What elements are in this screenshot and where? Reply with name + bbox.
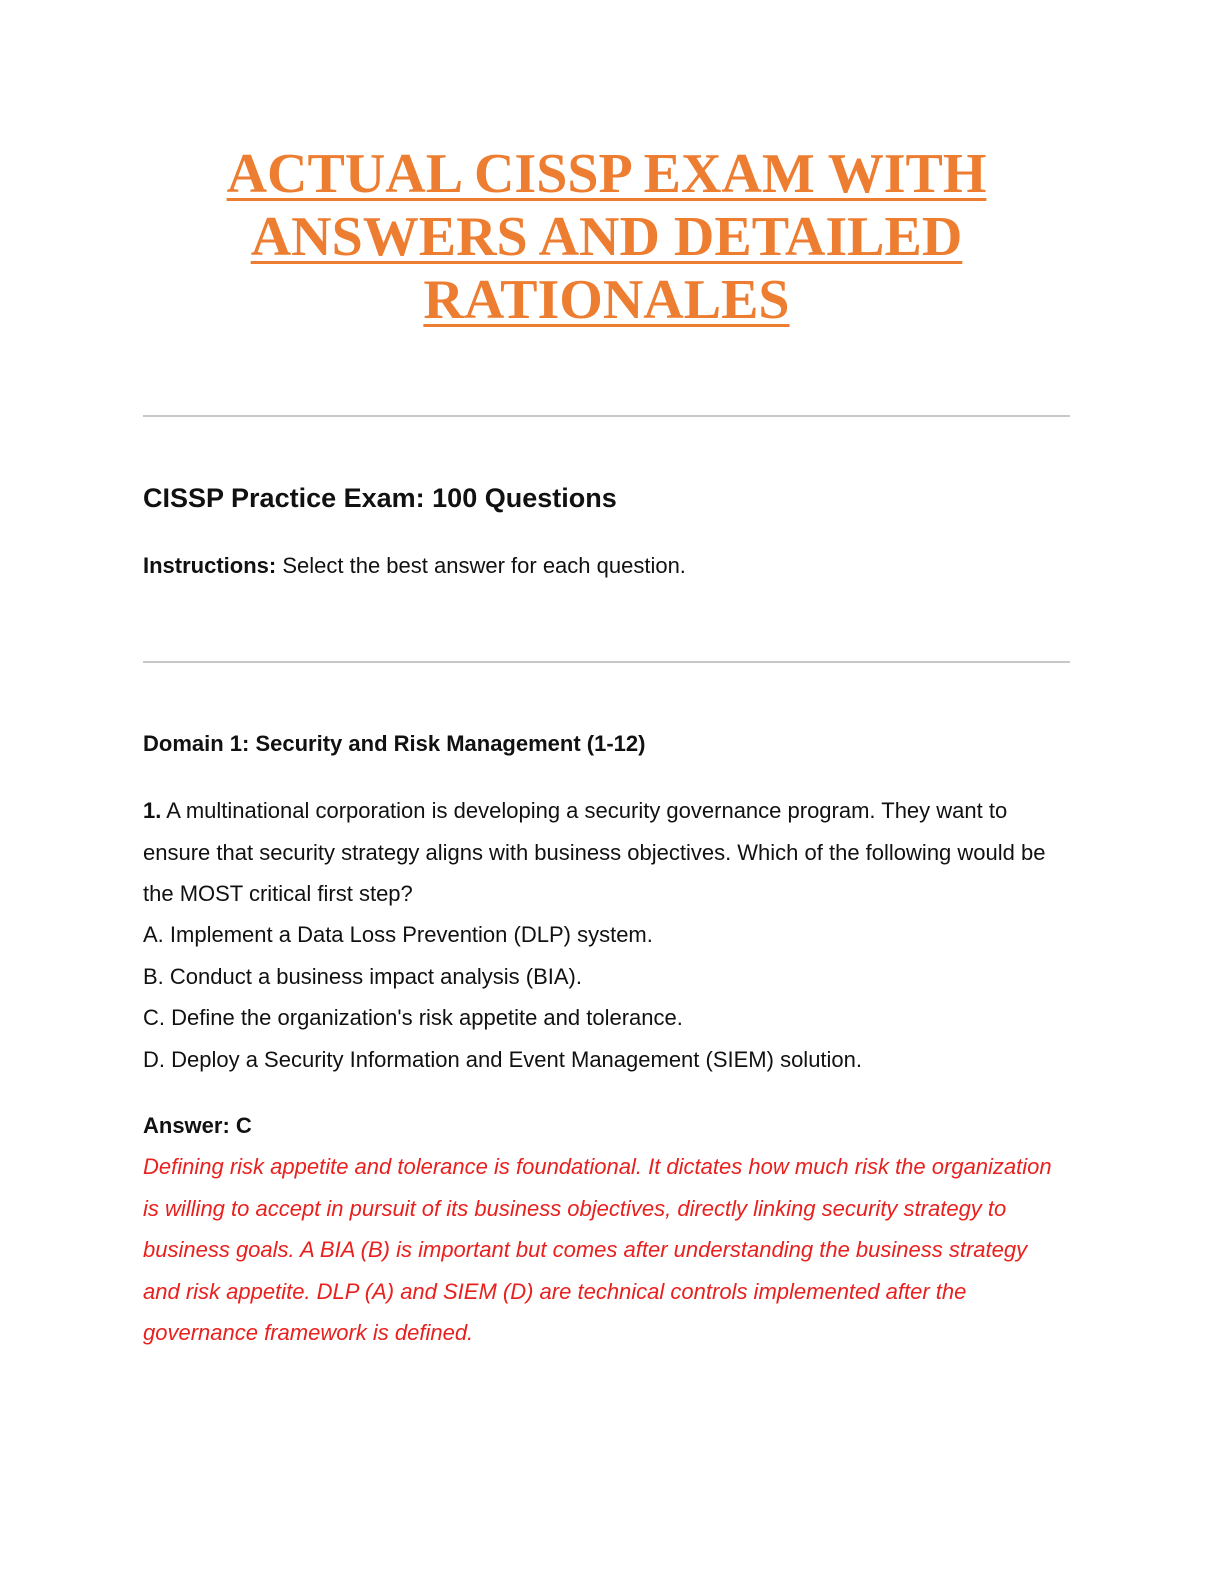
answer-option-d: D. Deploy a Security Information and Event Management (SIEM) solution. bbox=[143, 1047, 863, 1072]
title-line-1: ACTUAL CISSP EXAM WITH bbox=[226, 143, 987, 205]
horizontal-divider bbox=[143, 415, 1070, 417]
exam-subtitle: CISSP Practice Exam: 100 Questions bbox=[143, 483, 617, 513]
title-line-3: RATIONALES bbox=[423, 269, 790, 331]
horizontal-divider bbox=[143, 661, 1070, 663]
answer-option-b: B. Conduct a business impact analysis (BIA). bbox=[143, 964, 582, 989]
question-stem bbox=[143, 790, 1073, 915]
answer-option-c: C. Define the organization's risk appetite and tolerance. bbox=[143, 1005, 683, 1030]
domain-heading: Domain 1: Security and Risk Management (1-12) bbox=[143, 731, 646, 756]
document-title bbox=[143, 143, 1070, 332]
instructions-paragraph bbox=[143, 550, 686, 582]
answer-rationale: Defining risk appetite and tolerance is foundational. It dictates how much risk the organization is willing to accept in pursuit of its business objectives, directly linking security strategy to business goals. A BIA (B) is important but comes after understanding the business strategy and risk appetite. DLP (A) and SIEM (D) are technical controls implemented after the governance framework is defined. bbox=[143, 1154, 1052, 1346]
question-number: 1. bbox=[143, 798, 162, 823]
instructions-label: Instructions: bbox=[143, 553, 277, 578]
question-text: A multinational corporation is developing a security governance program. They want to ensure that security strategy aligns with business objectives. Which of the following would be the MOST critical first step? bbox=[143, 798, 1046, 907]
title-line-2: ANSWERS AND DETAILED bbox=[250, 206, 963, 268]
instructions-text: Select the best answer for each question. bbox=[276, 553, 686, 578]
answer-option-a: A. Implement a Data Loss Prevention (DLP) system. bbox=[143, 922, 653, 947]
correct-answer: Answer: C bbox=[143, 1113, 252, 1138]
